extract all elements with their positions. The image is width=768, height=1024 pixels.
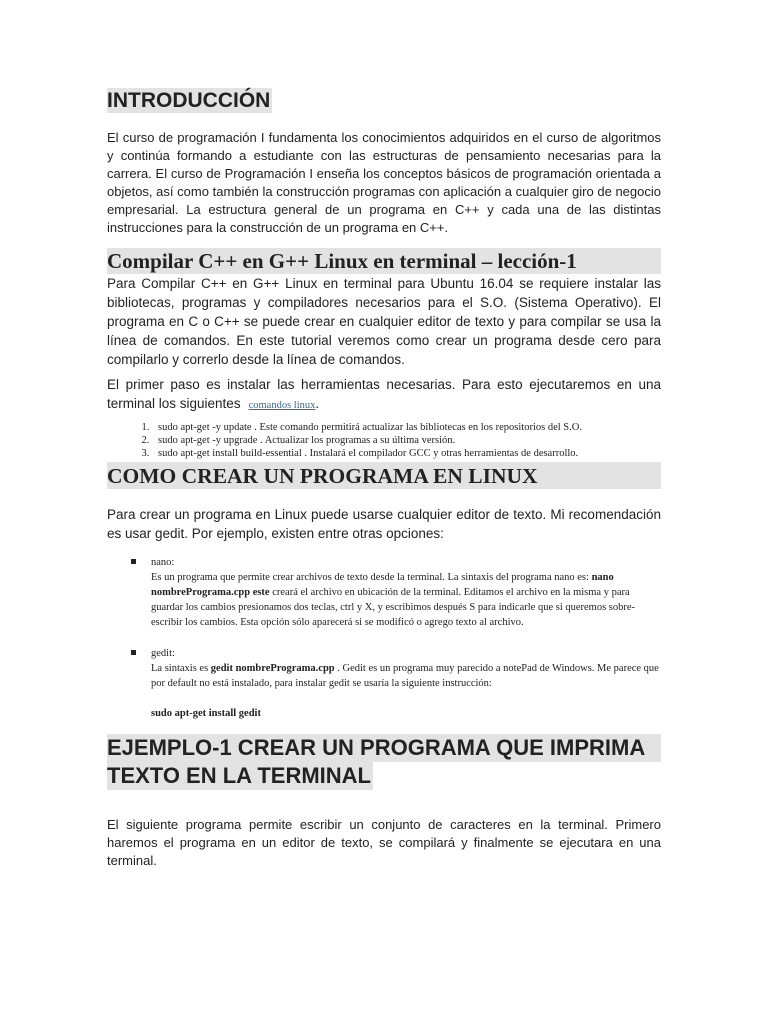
compile-paragraph-2: El primer paso es instalar las herramientas necesarias. Para esto ejecutaremos en una terminal los siguientes comandos linux.	[107, 377, 661, 411]
list-item: 2. sudo apt-get -y upgrade . Actualizar los programas a su última versión.	[152, 434, 661, 447]
create-paragraph: Para crear un programa en Linux puede usarse cualquier editor de texto. Mi recomendación es usar gedit. Por ejemplo, existen entre otras opciones:	[107, 507, 661, 541]
bullet-square-icon	[131, 559, 136, 564]
commands-link[interactable]: comandos linux	[248, 400, 316, 411]
nano-command: nano nombrePrograma.cpp este	[151, 572, 614, 598]
list-item-nano	[107, 555, 661, 630]
intro-paragraph: El curso de programación I fundamenta los conocimientos adquiridos en el curso de algoritmos y continúa formando a estudiante con las estructuras de pensamiento necesarias para la carrera. El curso de Programación I enseña los conceptos básicos de programación orientada a objetos, así como también la construcción programas con aplicación a cualquier giro de negocio empresarial. La estructura general de un programa en C++ y cada una de las distintas instrucciones para la construcción de un programa en C++.	[107, 130, 661, 235]
nano-title: nano:	[151, 557, 175, 568]
compile-paragraph: Para Compilar C++ en G++ Linux en terminal para Ubuntu 16.04 se requiere instalar las bibliotecas, programas y compiladores necesarios para el S.O. (Sistema Operativo). El programa en C o C++ se puede crear en cualquier editor de texto y para compilar se usa la línea de comandos. En este tutorial veremos como crear un programa desde cero para compilarlo y correrlo desde la línea de comandos.	[107, 276, 661, 367]
gedit-title: gedit:	[151, 648, 175, 659]
gedit-description: La sintaxis es gedit nombrePrograma.cpp . Gedit es un programa muy parecido a notePad de Windows. Me parece que por default no está instalado, para instalar gedit se usaría la siguiente instrucción:	[151, 663, 659, 689]
gedit-command: gedit nombrePrograma.cpp	[210, 663, 335, 674]
example-heading: EJEMPLO-1 CREAR UN PROGRAMA QUE IMPRIMA TEXTO EN LA TERMINAL	[107, 734, 661, 790]
install-steps-list	[107, 421, 661, 460]
example-paragraph: El siguiente programa permite escribir un conjunto de caracteres en la terminal. Primero haremos el programa en un editor de texto, se compilará y finalmente se ejecutara en una terminal.	[107, 817, 661, 868]
gedit-install-command: sudo apt-get install gedit	[151, 708, 261, 719]
compile-heading: Compilar C++ en G++ Linux en terminal – lección-1	[107, 248, 661, 274]
nano-description: Es un programa que permite crear archivos de texto desde la terminal. La sintaxis del programa nano es: nano nombrePrograma.cpp este creará el archivo en ubicación de la terminal. Editamos el archivo en la misma y para guardar los cambios presionamos dos teclas, ctrl y X, y escribimos después S para indicarle que si queremos sobre-escribir los cambios. Esta opción sólo aparecerá si se modificó o agrego texto al archivo.	[151, 572, 636, 628]
list-item: 3. sudo apt-get install build-essential . Instalará el compilador GCC y otras herramientas de desarrollo.	[152, 447, 661, 460]
editor-options-list	[107, 555, 661, 721]
list-item-gedit	[107, 646, 661, 721]
bullet-square-icon	[131, 650, 136, 655]
create-heading: COMO CREAR UN PROGRAMA EN LINUX	[107, 462, 661, 489]
document-page	[107, 88, 661, 870]
intro-heading: INTRODUCCIÓN	[107, 89, 271, 112]
list-item: 1. sudo apt-get -y update . Este comando permitirá actualizar las bibliotecas en los repositorios del S.O.	[152, 421, 661, 434]
